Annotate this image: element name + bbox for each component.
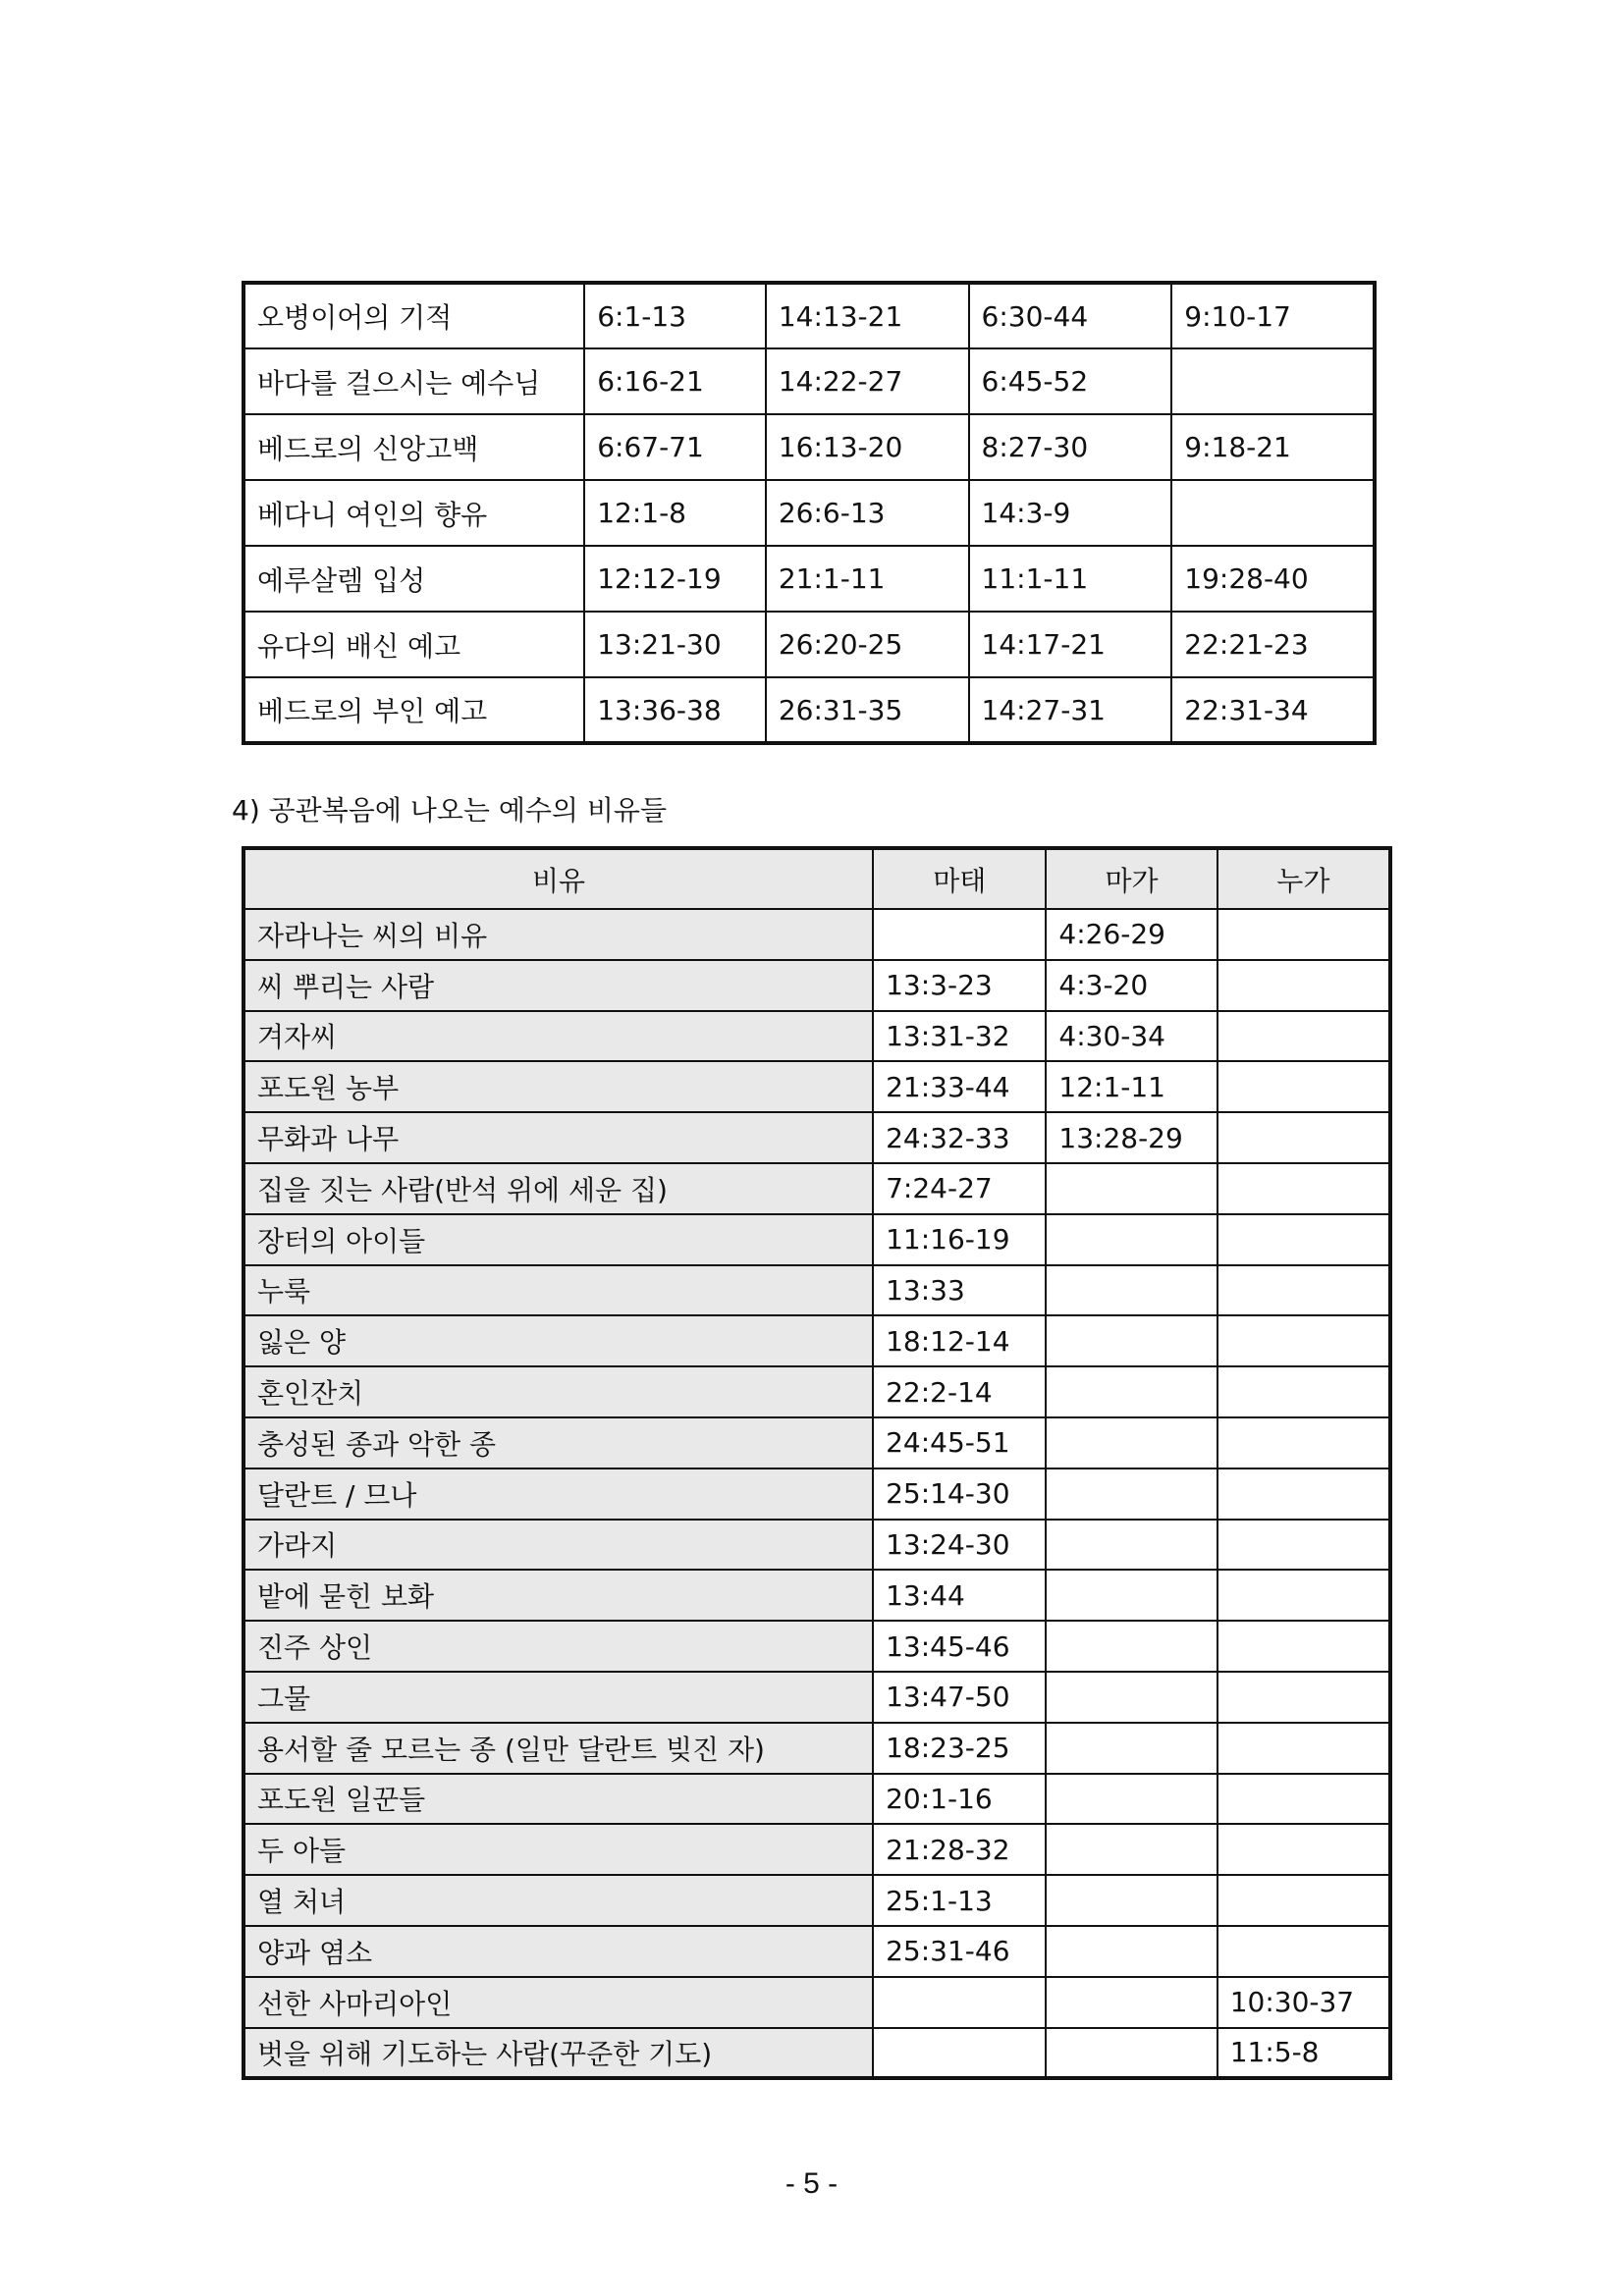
parable-cell-name: 진주 상인 bbox=[243, 1621, 873, 1672]
event-row bbox=[243, 414, 1375, 480]
parable-cell-name: 선한 사마리아인 bbox=[243, 1977, 873, 2028]
parable-cell-luke bbox=[1217, 1011, 1390, 1062]
event-cell-matthew: 26:20-25 bbox=[766, 612, 969, 677]
parable-cell-name: 그물 bbox=[243, 1672, 873, 1723]
parable-cell-name: 용서할 줄 모르는 종 (일만 달란트 빚진 자) bbox=[243, 1723, 873, 1774]
event-cell-mark: 14:27-31 bbox=[969, 677, 1172, 743]
parable-cell-mark bbox=[1046, 1672, 1217, 1723]
parable-row bbox=[243, 960, 1390, 1011]
parable-cell-luke bbox=[1217, 1417, 1390, 1468]
parable-cell-name: 누룩 bbox=[243, 1265, 873, 1316]
parable-cell-matthew: 24:45-51 bbox=[873, 1417, 1046, 1468]
parable-row bbox=[243, 1570, 1390, 1621]
parable-cell-name: 포도원 농부 bbox=[243, 1061, 873, 1112]
event-cell-matthew: 26:6-13 bbox=[766, 480, 969, 546]
parable-cell-name: 가라지 bbox=[243, 1520, 873, 1571]
event-cell-mark: 6:30-44 bbox=[969, 283, 1172, 348]
parable-cell-luke bbox=[1217, 1366, 1390, 1417]
parable-cell-matthew: 7:24-27 bbox=[873, 1163, 1046, 1214]
parable-cell-name: 무화과 나무 bbox=[243, 1112, 873, 1163]
event-cell-luke: 9:10-17 bbox=[1171, 283, 1375, 348]
event-cell-name: 베드로의 부인 예고 bbox=[243, 677, 584, 743]
parable-row bbox=[243, 1112, 1390, 1163]
parable-row bbox=[243, 1265, 1390, 1316]
event-cell-john: 12:1-8 bbox=[584, 480, 766, 546]
parable-row bbox=[243, 1977, 1390, 2028]
parable-cell-matthew: 13:33 bbox=[873, 1265, 1046, 1316]
event-cell-luke bbox=[1171, 348, 1375, 414]
parable-cell-mark bbox=[1046, 1468, 1217, 1520]
parable-cell-name: 씨 뿌리는 사람 bbox=[243, 960, 873, 1011]
event-cell-john: 12:12-19 bbox=[584, 546, 766, 612]
parable-cell-luke bbox=[1217, 1112, 1390, 1163]
gospel-events-table bbox=[242, 281, 1377, 745]
parable-cell-mark bbox=[1046, 1417, 1217, 1468]
event-cell-matthew: 26:31-35 bbox=[766, 677, 969, 743]
parable-cell-luke bbox=[1217, 1570, 1390, 1621]
header-parable: 비유 bbox=[243, 848, 873, 909]
parable-cell-name: 겨자씨 bbox=[243, 1011, 873, 1062]
parable-cell-name: 열 처녀 bbox=[243, 1875, 873, 1926]
parable-cell-name: 두 아들 bbox=[243, 1824, 873, 1875]
event-cell-mark: 8:27-30 bbox=[969, 414, 1172, 480]
parable-cell-luke bbox=[1217, 1621, 1390, 1672]
event-row bbox=[243, 612, 1375, 677]
parable-cell-luke: 11:5-8 bbox=[1217, 2028, 1390, 2079]
parable-cell-mark bbox=[1046, 1723, 1217, 1774]
parable-cell-luke bbox=[1217, 1265, 1390, 1316]
parable-cell-luke bbox=[1217, 960, 1390, 1011]
parable-row bbox=[243, 1875, 1390, 1926]
parable-cell-name: 장터의 아이들 bbox=[243, 1214, 873, 1265]
parable-cell-mark: 12:1-11 bbox=[1046, 1061, 1217, 1112]
event-cell-luke bbox=[1171, 480, 1375, 546]
event-cell-luke: 22:21-23 bbox=[1171, 612, 1375, 677]
parable-cell-matthew: 18:12-14 bbox=[873, 1315, 1046, 1366]
parable-cell-mark: 4:26-29 bbox=[1046, 909, 1217, 960]
parable-cell-name: 집을 짓는 사람(반석 위에 세운 집) bbox=[243, 1163, 873, 1214]
parable-cell-matthew bbox=[873, 1977, 1046, 2028]
event-row bbox=[243, 546, 1375, 612]
event-cell-john: 6:16-21 bbox=[584, 348, 766, 414]
event-cell-luke: 19:28-40 bbox=[1171, 546, 1375, 612]
parable-cell-matthew: 18:23-25 bbox=[873, 1723, 1046, 1774]
parable-cell-luke bbox=[1217, 1824, 1390, 1875]
parable-cell-luke bbox=[1217, 909, 1390, 960]
parable-row bbox=[243, 1926, 1390, 1977]
header-mark: 마가 bbox=[1046, 848, 1217, 909]
parable-row bbox=[243, 1520, 1390, 1571]
parable-cell-name: 자라나는 씨의 비유 bbox=[243, 909, 873, 960]
parable-row bbox=[243, 1011, 1390, 1062]
parables-body bbox=[243, 909, 1390, 2078]
event-cell-name: 베다니 여인의 향유 bbox=[243, 480, 584, 546]
event-cell-john: 6:67-71 bbox=[584, 414, 766, 480]
parable-cell-name: 달란트 / 므나 bbox=[243, 1468, 873, 1520]
event-cell-mark: 6:45-52 bbox=[969, 348, 1172, 414]
parable-cell-mark bbox=[1046, 1875, 1217, 1926]
parable-cell-mark bbox=[1046, 1315, 1217, 1366]
parable-cell-luke bbox=[1217, 1672, 1390, 1723]
event-cell-name: 베드로의 신앙고백 bbox=[243, 414, 584, 480]
parable-cell-name: 혼인잔치 bbox=[243, 1366, 873, 1417]
parable-cell-matthew: 13:3-23 bbox=[873, 960, 1046, 1011]
parable-row bbox=[243, 2028, 1390, 2079]
parable-cell-name: 잃은 양 bbox=[243, 1315, 873, 1366]
parables-section-title: 4) 공관복음에 나오는 예수의 비유들 bbox=[232, 794, 668, 827]
parable-cell-luke bbox=[1217, 1315, 1390, 1366]
parable-cell-luke bbox=[1217, 1163, 1390, 1214]
parable-cell-matthew: 13:44 bbox=[873, 1570, 1046, 1621]
event-cell-matthew: 16:13-20 bbox=[766, 414, 969, 480]
parable-cell-matthew: 25:14-30 bbox=[873, 1468, 1046, 1520]
parable-cell-luke bbox=[1217, 1774, 1390, 1825]
event-cell-name: 예루살렘 입성 bbox=[243, 546, 584, 612]
parable-cell-luke bbox=[1217, 1723, 1390, 1774]
parable-cell-matthew: 20:1-16 bbox=[873, 1774, 1046, 1825]
parable-row bbox=[243, 1774, 1390, 1825]
parable-cell-mark bbox=[1046, 1977, 1217, 2028]
parable-cell-matthew: 21:33-44 bbox=[873, 1061, 1046, 1112]
parable-cell-name: 포도원 일꾼들 bbox=[243, 1774, 873, 1825]
gospel-events-body bbox=[243, 283, 1375, 743]
parable-cell-mark bbox=[1046, 1774, 1217, 1825]
parable-cell-mark: 4:3-20 bbox=[1046, 960, 1217, 1011]
event-row bbox=[243, 677, 1375, 743]
event-cell-matthew: 14:13-21 bbox=[766, 283, 969, 348]
parable-row bbox=[243, 1163, 1390, 1214]
parable-row bbox=[243, 1621, 1390, 1672]
event-cell-luke: 22:31-34 bbox=[1171, 677, 1375, 743]
header-matthew: 마태 bbox=[873, 848, 1046, 909]
parable-cell-mark bbox=[1046, 1926, 1217, 1977]
event-cell-mark: 11:1-11 bbox=[969, 546, 1172, 612]
parable-cell-luke bbox=[1217, 1520, 1390, 1571]
parable-cell-mark bbox=[1046, 1570, 1217, 1621]
parable-row bbox=[243, 1366, 1390, 1417]
parable-cell-name: 충성된 종과 악한 종 bbox=[243, 1417, 873, 1468]
parable-row bbox=[243, 1061, 1390, 1112]
parable-cell-luke bbox=[1217, 1468, 1390, 1520]
event-cell-matthew: 14:22-27 bbox=[766, 348, 969, 414]
parable-row bbox=[243, 1214, 1390, 1265]
parable-cell-matthew: 21:28-32 bbox=[873, 1824, 1046, 1875]
parable-cell-name: 벗을 위해 기도하는 사람(꾸준한 기도) bbox=[243, 2028, 873, 2079]
event-row bbox=[243, 348, 1375, 414]
parable-row bbox=[243, 1417, 1390, 1468]
event-cell-matthew: 21:1-11 bbox=[766, 546, 969, 612]
event-cell-name: 유다의 배신 예고 bbox=[243, 612, 584, 677]
event-cell-mark: 14:3-9 bbox=[969, 480, 1172, 546]
page-number: - 5 - bbox=[784, 2167, 839, 2200]
parable-cell-matthew: 13:31-32 bbox=[873, 1011, 1046, 1062]
parables-table bbox=[242, 846, 1392, 2080]
parable-row bbox=[243, 1315, 1390, 1366]
parable-cell-matthew bbox=[873, 2028, 1046, 2079]
parable-cell-mark bbox=[1046, 1214, 1217, 1265]
parable-cell-luke: 10:30-37 bbox=[1217, 1977, 1390, 2028]
event-cell-john: 13:21-30 bbox=[584, 612, 766, 677]
event-cell-john: 13:36-38 bbox=[584, 677, 766, 743]
parable-cell-matthew: 25:31-46 bbox=[873, 1926, 1046, 1977]
parable-cell-matthew: 13:45-46 bbox=[873, 1621, 1046, 1672]
event-row bbox=[243, 480, 1375, 546]
parable-cell-mark bbox=[1046, 2028, 1217, 2079]
parable-cell-name: 밭에 묻힌 보화 bbox=[243, 1570, 873, 1621]
parable-cell-luke bbox=[1217, 1061, 1390, 1112]
parable-cell-luke bbox=[1217, 1926, 1390, 1977]
event-cell-john: 6:1-13 bbox=[584, 283, 766, 348]
parable-cell-mark: 4:30-34 bbox=[1046, 1011, 1217, 1062]
header-luke: 누가 bbox=[1217, 848, 1390, 909]
parable-cell-name: 양과 염소 bbox=[243, 1926, 873, 1977]
parable-cell-matthew bbox=[873, 909, 1046, 960]
event-cell-name: 오병이어의 기적 bbox=[243, 283, 584, 348]
parable-cell-mark bbox=[1046, 1520, 1217, 1571]
parable-cell-luke bbox=[1217, 1875, 1390, 1926]
parable-row bbox=[243, 909, 1390, 960]
parables-header-row bbox=[243, 848, 1390, 909]
parable-cell-mark bbox=[1046, 1265, 1217, 1316]
parable-row bbox=[243, 1824, 1390, 1875]
parable-cell-matthew: 22:2-14 bbox=[873, 1366, 1046, 1417]
parable-cell-mark: 13:28-29 bbox=[1046, 1112, 1217, 1163]
parable-row bbox=[243, 1468, 1390, 1520]
parable-row bbox=[243, 1723, 1390, 1774]
parable-cell-mark bbox=[1046, 1366, 1217, 1417]
parable-cell-mark bbox=[1046, 1163, 1217, 1214]
event-cell-mark: 14:17-21 bbox=[969, 612, 1172, 677]
event-row bbox=[243, 283, 1375, 348]
parable-row bbox=[243, 1672, 1390, 1723]
parable-cell-matthew: 13:47-50 bbox=[873, 1672, 1046, 1723]
event-cell-name: 바다를 걸으시는 예수님 bbox=[243, 348, 584, 414]
parable-cell-mark bbox=[1046, 1824, 1217, 1875]
parable-cell-mark bbox=[1046, 1621, 1217, 1672]
parable-cell-matthew: 24:32-33 bbox=[873, 1112, 1046, 1163]
parable-cell-luke bbox=[1217, 1214, 1390, 1265]
parable-cell-matthew: 13:24-30 bbox=[873, 1520, 1046, 1571]
parable-cell-matthew: 11:16-19 bbox=[873, 1214, 1046, 1265]
parable-cell-matthew: 25:1-13 bbox=[873, 1875, 1046, 1926]
event-cell-luke: 9:18-21 bbox=[1171, 414, 1375, 480]
